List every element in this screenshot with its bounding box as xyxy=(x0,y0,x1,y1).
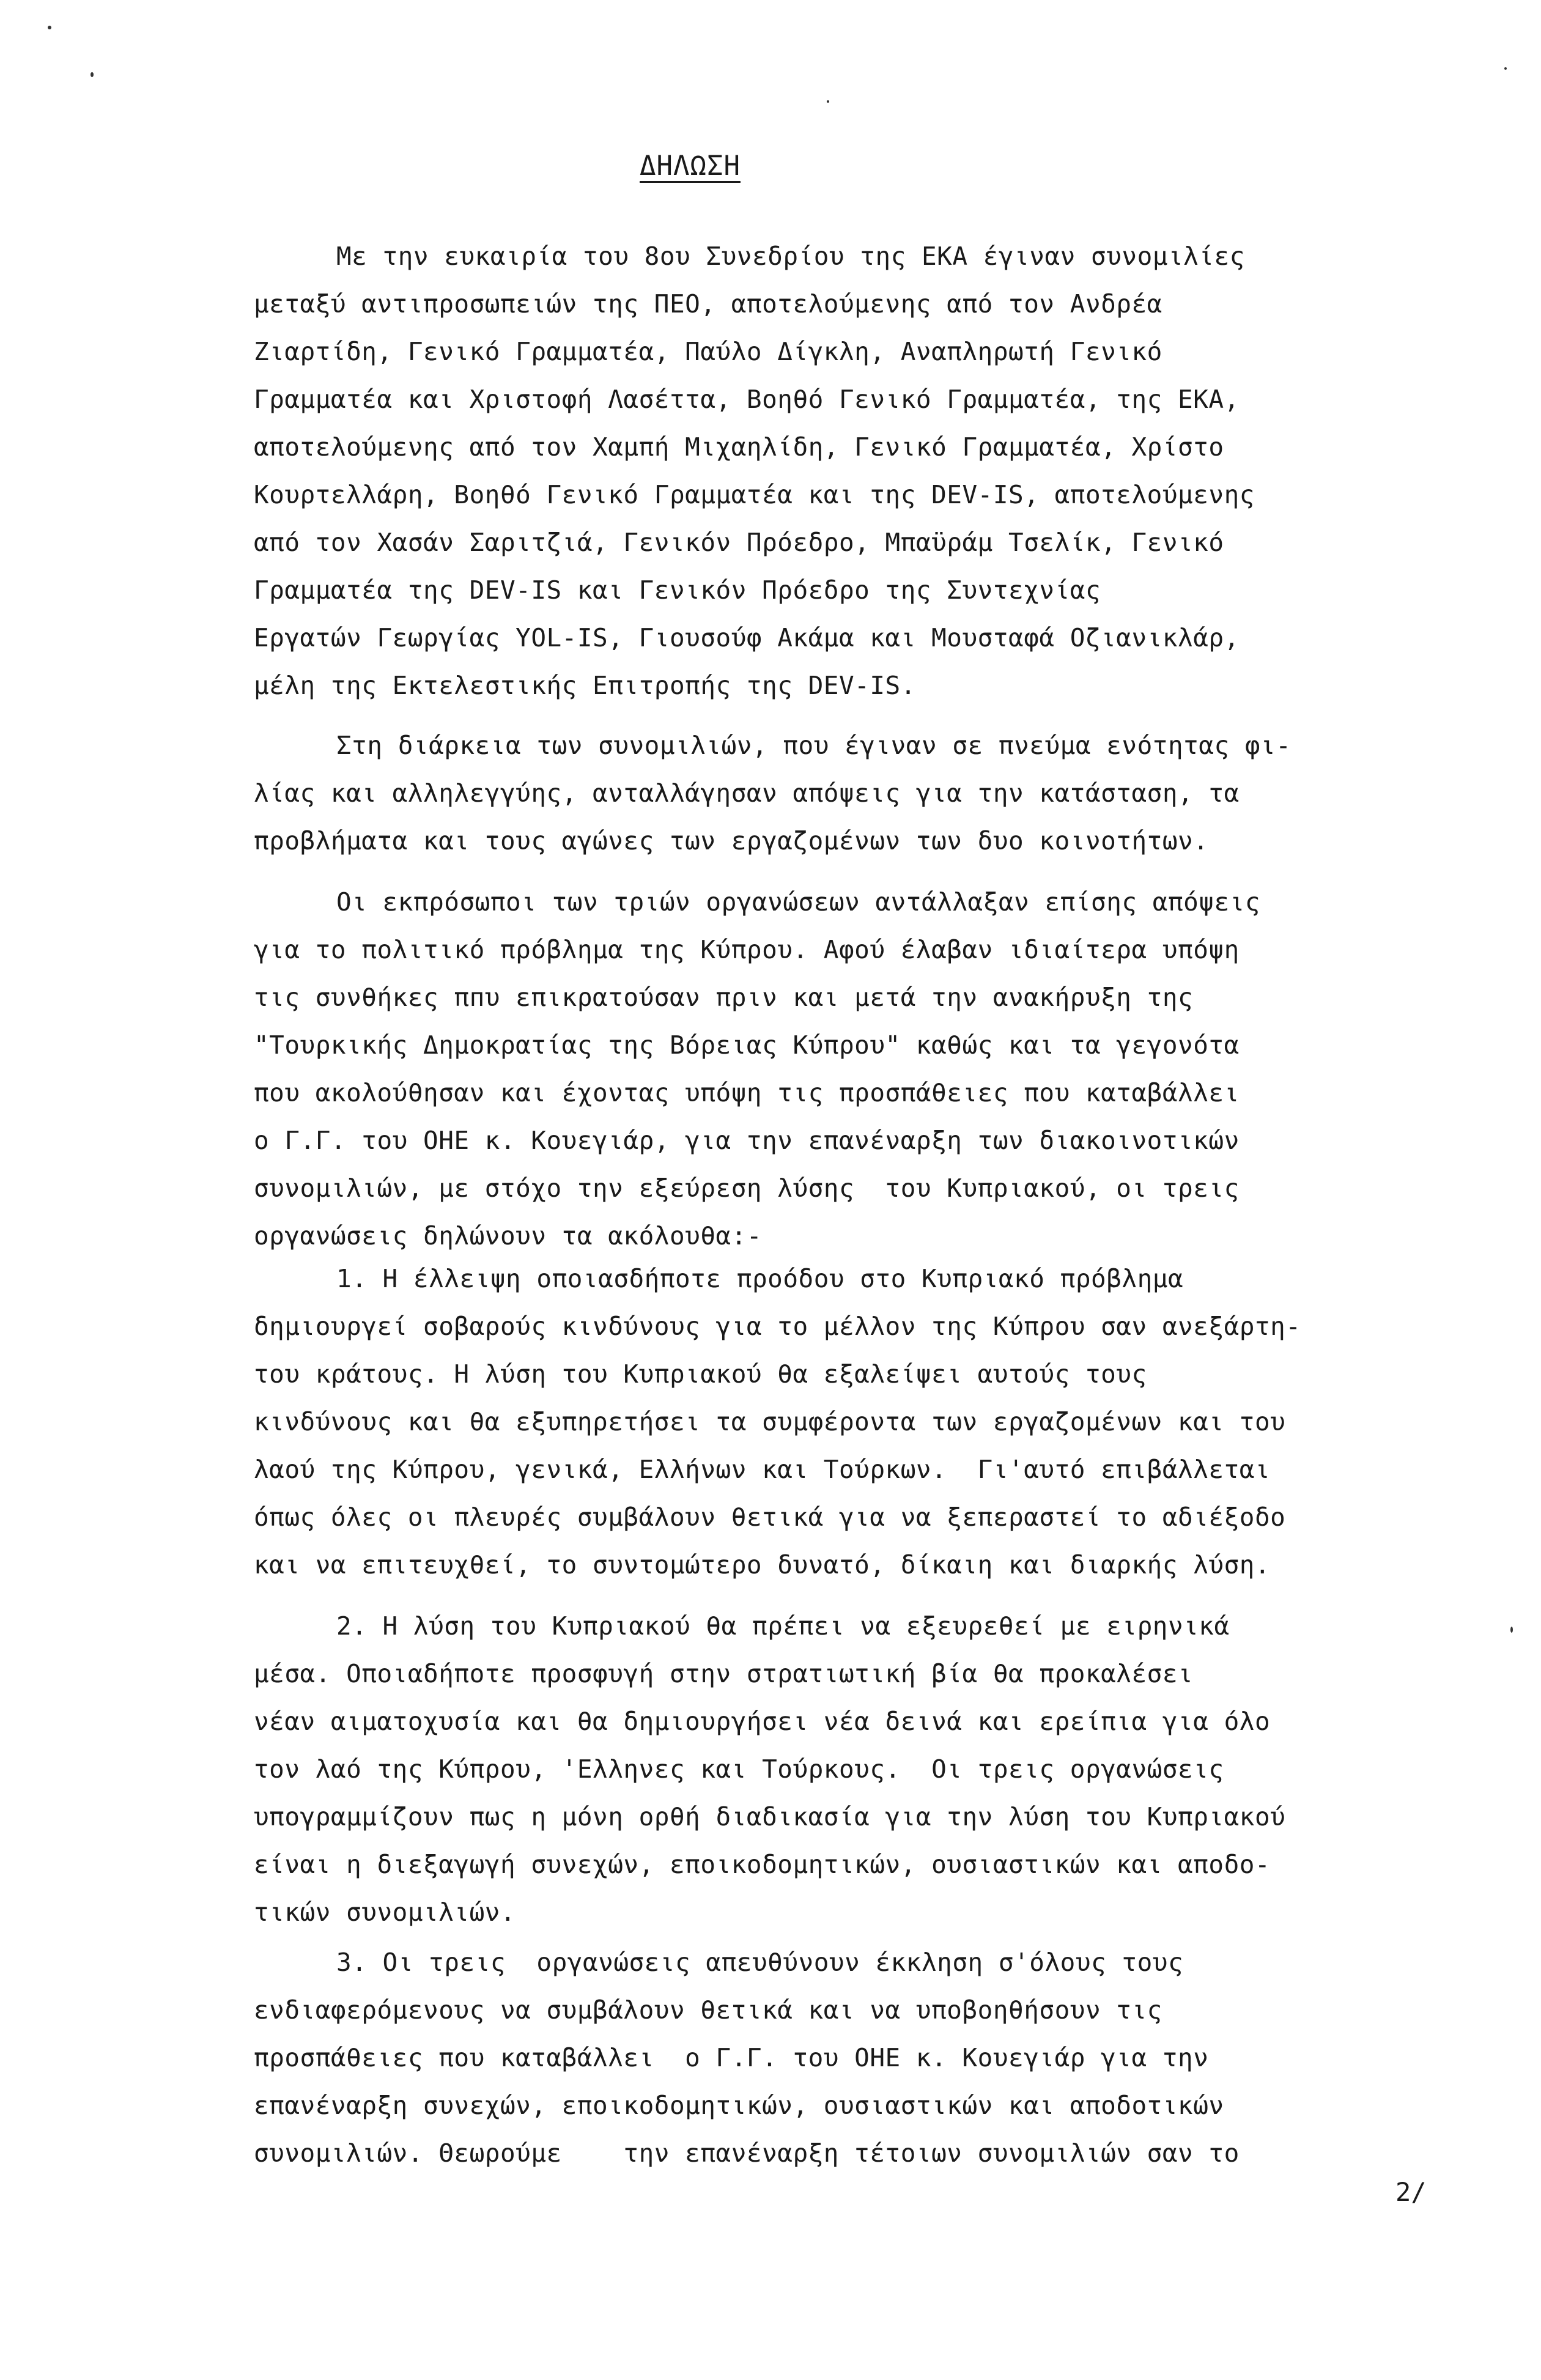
text-line: "Τουρκικής Δημοκρατίας της Βόρειας Κύπρου" καθώς και τα γεγονότα xyxy=(254,1030,1240,1060)
text-line: προβλήματα και τους αγώνες των εργαζομένων των δυο κοινοτήτων. xyxy=(254,826,1209,856)
paragraph-point-1 xyxy=(254,1255,1301,1589)
text-line: Γραμματέα και Χριστοφή Λασέττα, Βοηθό Γενικό Γραμματέα, της ΕΚΑ, xyxy=(254,385,1240,414)
text-line: συνομιλιών, με στόχο την εξεύρεση λύσης του Κυπριακού, οι τρεις xyxy=(254,1173,1240,1203)
text-line: που ακολούθησαν και έχοντας υπόψη τις προσπάθειες που καταβάλλει xyxy=(254,1078,1240,1107)
text-line: νέαν αιματοχυσία και θα δημιουργήσει νέα δεινά και ερείπια για όλο xyxy=(254,1707,1271,1736)
text-line: 3. Οι τρεις οργανώσεις απευθύνουν έκκληση σ'όλους τους xyxy=(336,1948,1184,1977)
text-line: Εργατών Γεωργίας YOL-IS, Γιουσούφ Ακάμα και Μουσταφά Οζιανικλάρ, xyxy=(254,623,1240,652)
text-line: από τον Χασάν Σαριτζιά, Γενικόν Πρόεδρο, Μπαϋράμ Τσελίκ, Γενικό xyxy=(254,528,1224,557)
text-line: Οι εκπρόσωποι των τριών οργανώσεων αντάλλαξαν επίσης απόψεις xyxy=(336,887,1261,917)
text-line: όπως όλες οι πλευρές συμβάλουν θετικά για να ξεπεραστεί το αδιέξοδο xyxy=(254,1502,1286,1532)
text-line: Στη διάρκεια των συνομιλιών, που έγιναν σε πνεύμα ενότητας φι- xyxy=(336,731,1292,760)
text-line: υπογραμμίζουν πως η μόνη ορθή διαδικασία για την λύση του Κυπριακού xyxy=(254,1802,1286,1831)
text-line: Γραμματέα της DEV-IS και Γενικόν Πρόεδρο της Συντεχνίας xyxy=(254,575,1101,605)
text-line: ο Γ.Γ. του ΟΗΕ κ. Κουεγιάρ, για την επανέναρξη των διακοινοτικών xyxy=(254,1126,1240,1155)
scan-speck xyxy=(1504,67,1507,70)
paragraph-intro xyxy=(254,232,1255,709)
text-line: κινδύνους και θα εξυπηρετήσει τα συμφέροντα των εργαζομένων και του xyxy=(254,1407,1286,1436)
text-line: τον λαό της Κύπρου, 'Ελληνες και Τούρκους. Οι τρεις οργανώσεις xyxy=(254,1754,1224,1784)
paragraph-point-2 xyxy=(254,1602,1285,1936)
text-line: οργανώσεις δηλώνουν τα ακόλουθα:- xyxy=(254,1221,763,1251)
text-line: και να επιτευχθεί, το συντομώτερο δυνατό, δίκαιη και διαρκής λύση. xyxy=(254,1550,1271,1580)
text-line: λαού της Κύπρου, γενικά, Ελλήνων και Τούρκων. Γι'αυτό επιβάλλεται xyxy=(254,1455,1271,1484)
scan-speck xyxy=(1510,1627,1513,1633)
text-line: Ζιαρτίδη, Γενικό Γραμματέα, Παύλο Δίγκλη, Αναπληρωτή Γενικό xyxy=(254,337,1162,366)
text-line: 1. Η έλλειψη οποιασδήποτε προόδου στο Κυπριακό πρόβλημα xyxy=(336,1264,1184,1293)
text-line: τικών συνομιλιών. xyxy=(254,1898,516,1927)
paragraph-talks xyxy=(254,722,1291,865)
text-line: αποτελούμενης από τον Χαμπή Μιχαηλίδη, Γενικό Γραμματέα, Χρίστο xyxy=(254,432,1224,462)
scan-speck xyxy=(827,100,829,103)
text-line: δημιουργεί σοβαρούς κινδύνους για το μέλλον της Κύπρου σαν ανεξάρτη- xyxy=(254,1312,1301,1341)
text-line: για το πολιτικό πρόβλημα της Κύπρου. Αφού έλαβαν ιδιαίτερα υπόψη xyxy=(254,935,1240,964)
text-line: ενδιαφερόμενους να συμβάλουν θετικά και να υποβοηθήσουν τις xyxy=(254,1995,1162,2025)
text-line: Με την ευκαιρία του 8ου Συνεδρίου της ΕΚΑ έγιναν συνομιλίες xyxy=(336,242,1245,271)
text-line: 2. Η λύση του Κυπριακού θα πρέπει να εξευρεθεί με ειρηνικά xyxy=(336,1611,1230,1641)
scan-speck xyxy=(91,72,94,77)
text-line: λίας και αλληλεγγύης, ανταλλάγησαν απόψεις για την κατάσταση, τα xyxy=(254,778,1240,808)
text-line: Κουρτελλάρη, Βοηθό Γενικό Γραμματέα και της DEV-IS, αποτελούμενης xyxy=(254,480,1255,509)
text-line: επανέναρξη συνεχών, εποικοδομητικών, ουσιαστικών και αποδοτικών xyxy=(254,2091,1224,2120)
text-line: μεταξύ αντιπροσωπειών της ΠΕΟ, αποτελούμενης από τον Ανδρέα xyxy=(254,289,1162,319)
scan-speck xyxy=(48,26,51,29)
text-line: προσπάθειες που καταβάλλει ο Γ.Γ. του ΟΗΕ κ. Κουεγιάρ για την xyxy=(254,2043,1209,2072)
text-line: τις συνθήκες πпυ επικρατούσαν πριν και μετά την ανακήρυξη της xyxy=(254,983,1194,1012)
document-title: ΔΗΛΩΣΗ xyxy=(640,150,741,182)
page-number: 2/ xyxy=(1395,2177,1427,2207)
text-line: μέλη της Εκτελεστικής Επιτροπής της DEV-IS. xyxy=(254,671,916,700)
text-line: είναι η διεξαγωγή συνεχών, εποικοδομητικών, ουσιαστικών και αποδο- xyxy=(254,1850,1271,1879)
paragraph-point-3 xyxy=(254,1938,1240,2177)
text-line: συνομιλιών. Θεωρούμε την επανέναρξη τέτοιων συνομιλιών σαν το xyxy=(254,2138,1240,2168)
text-line: μέσα. Οποιαδήποτε προσφυγή στην στρατιωτική βία θα προκαλέσει xyxy=(254,1659,1194,1688)
text-line: του κράτους. Η λύση του Κυπριακού θα εξαλείψει αυτούς τους xyxy=(254,1359,1147,1389)
paragraph-political xyxy=(254,878,1260,1260)
